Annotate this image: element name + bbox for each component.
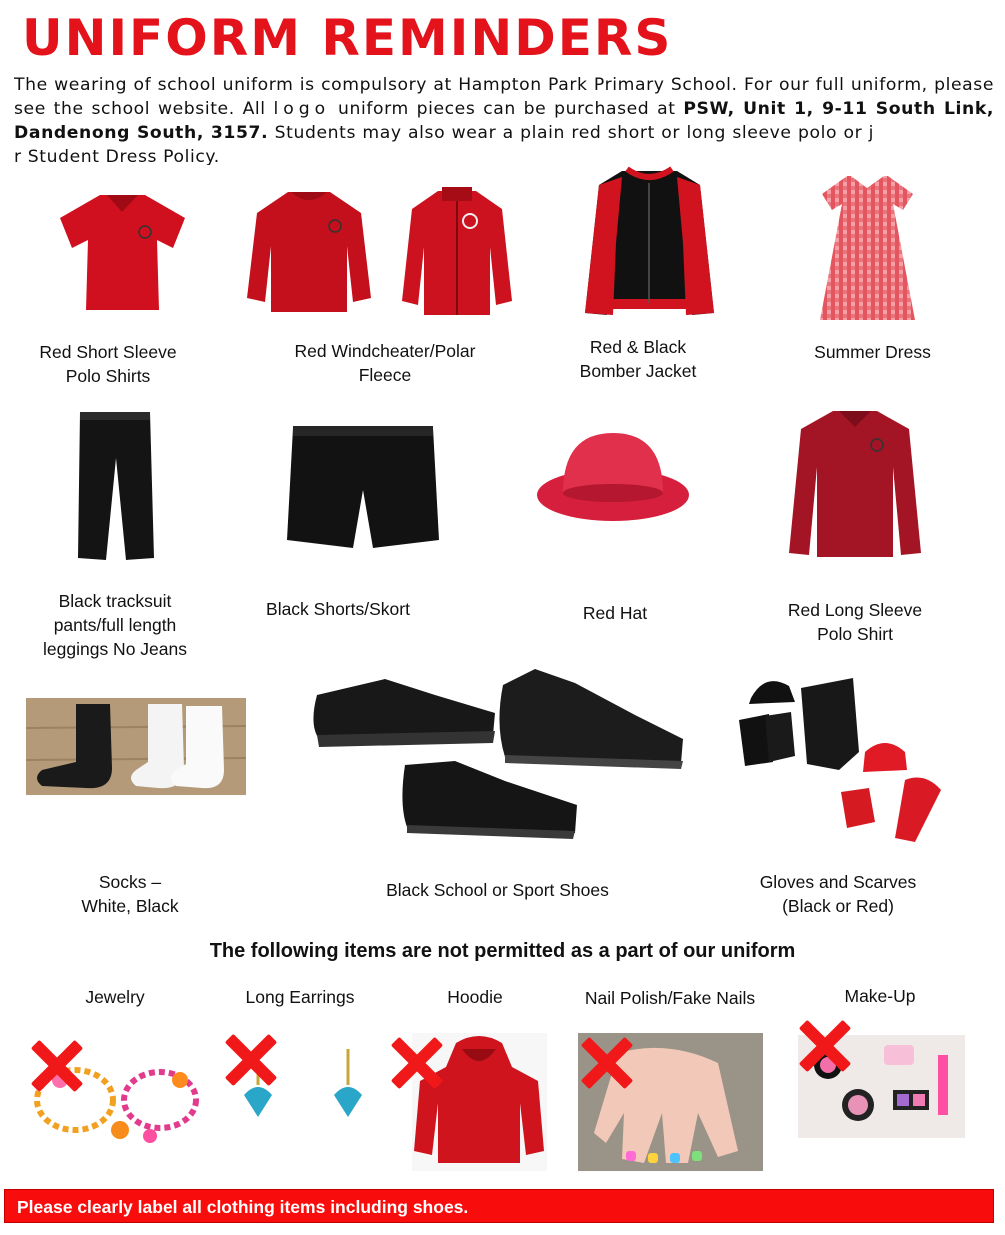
caption-line: Fleece (358, 365, 412, 385)
summer-dress-image (815, 170, 920, 325)
page-title: UNIFORM REMINDERS (22, 9, 673, 67)
bomber-jacket-image (582, 163, 717, 323)
caption-gloves-scarves (738, 870, 938, 918)
caption-shoes (345, 878, 650, 902)
red-windcheater-image (243, 188, 375, 318)
intro-text-1: The wearing of school uniform is compulsory at Hampton Park Primary School. For our full uniform, please see the school website. All (14, 75, 994, 119)
caption-line: (Black or Red) (782, 896, 894, 916)
caption-jewelry: Jewelry (85, 987, 145, 1007)
caption-line: Black tracksuit (58, 591, 172, 611)
caption-shorts (248, 597, 428, 621)
caption-line: Red Short Sleeve (39, 342, 177, 362)
intro-text-4: r Student Dress Policy. (14, 147, 220, 165)
intro-text-2: uniform pieces can be purchased at (330, 99, 684, 119)
black-shoes-image (305, 665, 690, 850)
caption-line: Summer Dress (814, 342, 931, 362)
caption-line: Red Hat (582, 603, 648, 623)
not-allowed-x-icon (390, 1035, 444, 1089)
caption-long-earrings: Long Earrings (245, 987, 355, 1007)
not-allowed-x-icon (580, 1035, 634, 1089)
gloves-scarves-image (735, 672, 950, 852)
black-shorts-image (283, 420, 443, 555)
caption-summer-dress (790, 340, 955, 364)
caption-nail-polish: Nail Polish/Fake Nails (584, 988, 756, 1008)
caption-line: Black Shorts/Skort (266, 599, 410, 619)
black-tracksuit-pants-image (70, 408, 160, 568)
red-polar-fleece-image (398, 185, 516, 320)
intro-paragraph (14, 73, 994, 165)
caption-line: Black School or Sport Shoes (386, 880, 609, 900)
caption-line: Red Windcheater/Polar (294, 341, 476, 361)
red-long-sleeve-polo-image (785, 405, 925, 565)
caption-line: Gloves and Scarves (759, 872, 917, 892)
red-polo-shirt-image (55, 190, 190, 315)
not-allowed-x-icon (30, 1038, 84, 1092)
caption-line: Red & Black (589, 337, 687, 357)
caption-red-hat (545, 601, 685, 625)
caption-red-polo (18, 340, 198, 388)
red-hat-image (533, 425, 693, 525)
footer-banner (4, 1189, 994, 1223)
not-allowed-x-icon (798, 1018, 852, 1072)
footer-text: Please clearly label all clothing items including shoes. (17, 1197, 469, 1217)
caption-line: leggings No Jeans (43, 639, 187, 659)
caption-long-sleeve (770, 598, 940, 646)
caption-line: pants/full length (53, 615, 177, 635)
caption-make-up: Make-Up (844, 986, 916, 1006)
socks-image (26, 698, 246, 795)
caption-line: Bomber Jacket (579, 361, 697, 381)
store-address: PSW, Unit 1, 9-11 South Link, Dandenong South, 3157. (14, 99, 994, 143)
caption-line: Socks – (98, 872, 162, 892)
caption-windcheater (270, 339, 500, 387)
caption-hoodie: Hoodie (447, 987, 503, 1007)
caption-line: Red Long Sleeve (787, 600, 923, 620)
not-allowed-x-icon (224, 1032, 278, 1086)
intro-text-3: Students may also wear a plain red short or long sleeve polo or j (268, 123, 874, 143)
intro-logo-word: logo (273, 99, 331, 119)
caption-tracksuit (20, 589, 210, 661)
caption-line: Polo Shirts (65, 366, 151, 386)
caption-socks (40, 870, 220, 918)
not-permitted-heading: The following items are not permitted as a part of our uniform (209, 940, 796, 962)
caption-line: Polo Shirt (817, 624, 893, 644)
caption-bomber-jacket (553, 335, 723, 383)
caption-line: White, Black (81, 896, 179, 916)
